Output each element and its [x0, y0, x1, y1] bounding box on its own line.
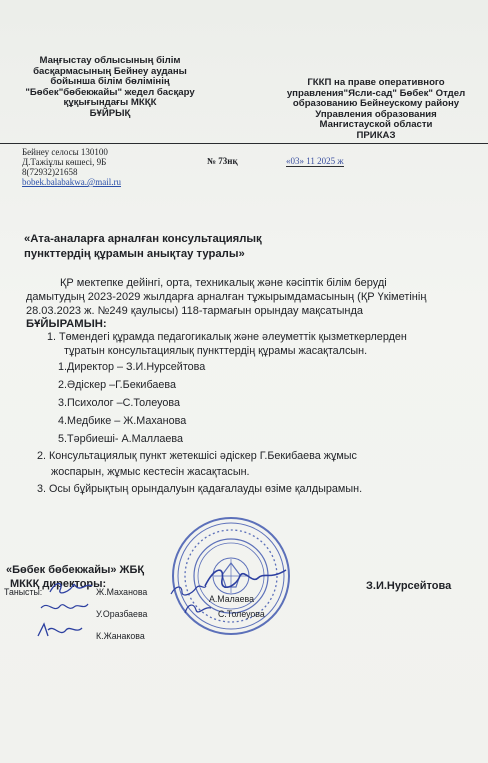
title-line: пункттердің құрамын анықтау туралы»: [24, 248, 245, 260]
address-line: Бейнеу селосы 130100: [22, 147, 108, 157]
header-right-line: управления"Ясли-сад" Бөбек" Отдел: [286, 87, 466, 99]
address-line: 8(72932)21658: [22, 167, 78, 177]
signature-mark: [46, 578, 96, 598]
header-left-title: БҰЙРЫҚ: [89, 107, 131, 119]
order-date: «03» 11 2025 ж: [286, 156, 344, 166]
member-psychologist: 3.Психолог –С.Толеуова: [58, 397, 180, 409]
header-left-block: [20, 56, 200, 120]
acquainted-name: К.Жанакова: [96, 631, 145, 641]
acquainted-label: Танысты:: [4, 587, 43, 597]
intro-paragraph: [26, 276, 436, 318]
header-right-block: [276, 78, 476, 142]
item-1-cont: тұратын консультациялық пункттердің құрамы жасақталсын.: [64, 345, 368, 357]
signature-mark: [38, 598, 90, 618]
address-line: Д.Тажіұлы көшесі, 9Б: [22, 157, 107, 167]
signature-mark: [182, 600, 214, 618]
header-left-line: басқармасының Бейнеу ауданы: [33, 65, 187, 77]
member-nurse: 4.Медбике – Ж.Маханова: [58, 415, 187, 427]
member-director: 1.Директор – З.И.Нурсейтова: [58, 361, 206, 373]
header-right-line: образованию Бейнеускому району: [292, 98, 460, 110]
acquainted-name: А.Малаева: [209, 594, 255, 604]
director-name: З.И.Нурсейтова: [366, 580, 452, 592]
title-line: «Ата-аналарға арналған консультациялық: [24, 233, 262, 245]
order-number: № 73нқ: [207, 156, 238, 166]
member-methodist: 2.Әдіскер –Г.Бекибаева: [58, 379, 177, 391]
acquainted-name: С.Толеуова: [218, 609, 265, 619]
address-block: [22, 147, 121, 187]
signature-mark: [168, 582, 208, 600]
item-3: 3. Осы бұйрықтың орындалуын қадағалауды өзіме қалдырамын.: [37, 483, 363, 495]
header-left-line: құқығындағы МКҚК: [63, 97, 157, 109]
acquainted-name: Ж.Маханова: [96, 587, 148, 597]
header-right-line: ГККП на праве оперативного: [307, 77, 445, 88]
header-right-line: Мангистауской области: [319, 119, 433, 131]
intro-line: ҚР мектепке дейінгі, орта, техникалық және кәсіптік білім беруді: [60, 277, 387, 289]
item-2: 2. Консультациялық пункт жетекшісі әдіскер Г.Бекибаева жұмыс: [37, 450, 357, 462]
member-teacher: 5.Тәрбиеші- А.Маллаева: [58, 433, 184, 445]
intro-line: 28.03.2023 ж. №249 қаулысы) 118-тармағын орындау мақсатында: [26, 305, 363, 317]
header-left-line: Маңғыстау облысының білім: [39, 55, 181, 66]
header-left-line: "Бөбек"бөбекжайы" жедел басқару: [25, 86, 195, 98]
order-word: БҰЙЫРАМЫН:: [26, 318, 107, 330]
item-1: 1. Төмендегі құрамда педагогикалық және әлеуметтік қызметкерлерден: [47, 331, 407, 343]
header-left-line: бойынша білім бөлімінің: [50, 76, 170, 88]
intro-line: дамытудың 2023-2029 жылдарға арналған тұжырымдамасының (ҚР Үкіметінің: [26, 291, 427, 303]
header-right-line: Управления образования: [315, 108, 437, 120]
header-right-title: ПРИКАЗ: [356, 129, 396, 141]
director-org-line: «Бөбек бөбекжайы» ЖБҚ: [6, 564, 145, 576]
signature-mark: [34, 620, 84, 642]
document-title: [24, 232, 262, 262]
email-link[interactable]: bobek.balabakwa.@mail.ru: [22, 177, 122, 187]
acquainted-name: У.Оразбаева: [96, 609, 148, 619]
director-signature: [200, 558, 290, 598]
item-2-cont: жоспарын, жұмыс кестесін жасақтасын.: [51, 466, 250, 478]
header-divider: [0, 143, 488, 144]
director-org-line: МККҚ директоры:: [10, 578, 107, 590]
